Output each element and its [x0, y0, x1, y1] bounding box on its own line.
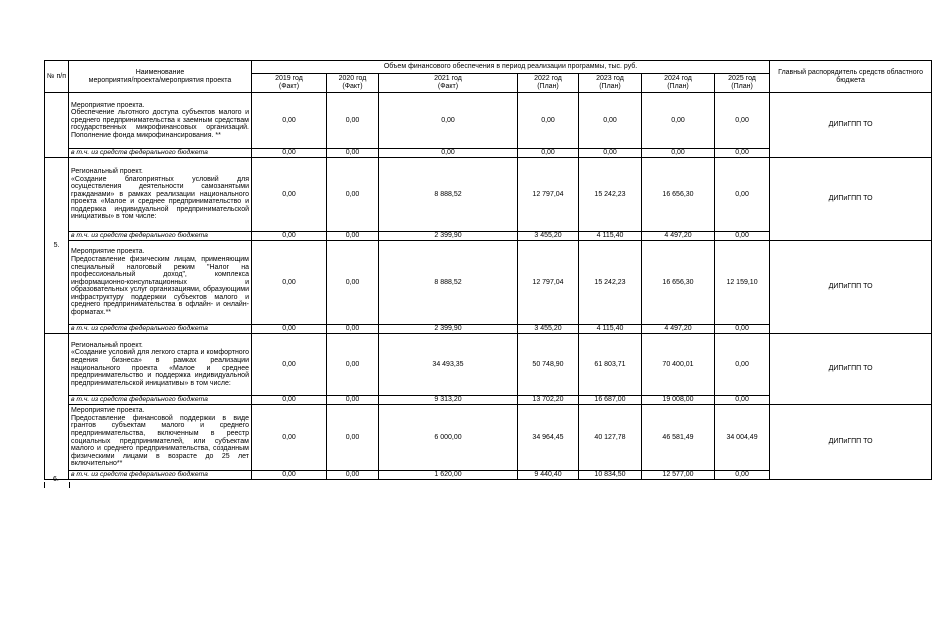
federal-value-cell: 0,00 — [379, 149, 518, 158]
value-cell: 15 242,23 — [579, 158, 642, 232]
federal-value-cell: 0,00 — [715, 396, 770, 405]
value-cell: 0,00 — [327, 405, 379, 471]
federal-value-cell: 4 497,20 — [642, 232, 715, 241]
value-cell: 8 888,52 — [379, 158, 518, 232]
value-cell: 0,00 — [252, 405, 327, 471]
federal-value-cell: 9 313,20 — [379, 396, 518, 405]
distributor-cell: ДИПиГПП ТО — [770, 334, 932, 405]
value-cell: 0,00 — [379, 93, 518, 149]
volume-column-header: Объем финансового обеспечения в период реализации программы, тыс. руб. — [252, 61, 770, 74]
federal-budget-label: в т.ч. из средств федерального бюджета — [69, 396, 252, 405]
federal-value-cell: 2 399,90 — [379, 232, 518, 241]
value-cell: 34 004,49 — [715, 405, 770, 471]
federal-value-cell: 10 834,50 — [579, 471, 642, 480]
year-label: 2019 год — [275, 75, 303, 83]
value-cell: 0,00 — [715, 334, 770, 396]
year-header — [379, 74, 518, 93]
federal-value-cell: 0,00 — [252, 325, 327, 334]
federal-value-cell: 0,00 — [252, 471, 327, 480]
federal-value-cell: 0,00 — [252, 396, 327, 405]
value-cell: 0,00 — [327, 158, 379, 232]
table-row — [45, 405, 932, 471]
year-type: (План) — [731, 83, 753, 90]
federal-value-cell: 3 455,20 — [518, 232, 579, 241]
federal-value-cell: 12 577,00 — [642, 471, 715, 480]
federal-value-cell: 0,00 — [579, 149, 642, 158]
value-cell: 0,00 — [252, 334, 327, 396]
value-cell: 12 159,10 — [715, 241, 770, 325]
federal-value-cell: 2 399,90 — [379, 325, 518, 334]
budget-table — [44, 60, 932, 480]
value-cell: 0,00 — [579, 93, 642, 149]
distributor-column-header: Главный распорядитель средств областного бюджета — [770, 61, 932, 93]
value-cell: 70 400,01 — [642, 334, 715, 396]
value-cell: 15 242,23 — [579, 241, 642, 325]
year-label: 2020 год — [338, 75, 367, 83]
distributor-cell: ДИПиГПП ТО — [770, 241, 932, 334]
federal-value-cell: 0,00 — [252, 149, 327, 158]
federal-value-cell: 0,00 — [252, 232, 327, 241]
year-header — [715, 74, 770, 93]
distributor-cell: ДИПиГПП ТО — [770, 158, 932, 241]
value-cell: 0,00 — [327, 93, 379, 149]
table-row — [45, 93, 932, 149]
year-header — [642, 74, 715, 93]
value-cell: 0,00 — [715, 158, 770, 232]
year-type: (Факт) — [437, 83, 459, 90]
value-cell: 12 797,04 — [518, 241, 579, 325]
federal-value-cell: 0,00 — [642, 149, 715, 158]
value-cell: 61 803,71 — [579, 334, 642, 396]
federal-value-cell: 16 687,00 — [579, 396, 642, 405]
measure-description: Мероприятие проекта. Предоставление физическим лицам, применяющим специальный налоговый режим "Налог на профессиональный доход", комплекса информационно-консультационных и образовательных услуг организациями, образующими инфраструктуру поддержки субъектов малого и среднего предпринимательства в офлайн- и онлайн-форматах.** — [69, 241, 252, 325]
federal-value-cell: 4 497,20 — [642, 325, 715, 334]
measure-description: Региональный проект. «Создание условий для легкого старта и комфортного ведения бизнеса» в рамках реализации национального проекта «Малое и среднее предпринимательство и поддержка индивидуальной предпринимательской инициативы» в том числе: — [69, 334, 252, 396]
year-type: (План) — [599, 83, 621, 90]
federal-budget-label: в т.ч. из средств федерального бюджета — [69, 325, 252, 334]
row-number-cell: 5. — [45, 158, 69, 334]
federal-value-cell: 0,00 — [518, 149, 579, 158]
federal-value-cell: 0,00 — [327, 471, 379, 480]
distributor-cell: ДИПиГПП ТО — [770, 93, 932, 158]
value-cell: 0,00 — [252, 241, 327, 325]
year-label: 2025 год — [728, 75, 756, 83]
measure-description: Мероприятие проекта. Предоставление финансовой поддержки в виде грантов субъектам малого и среднего предпринимательства, включенным в реестр социальных предпринимателей, или субъектам малого и среднего предпринимательства, созданным физическими лицами в возрасте до 25 лет включительно** — [69, 405, 252, 471]
value-cell: 0,00 — [327, 241, 379, 325]
name-column-header: Наименование мероприятия/проекта/мероприятия проекта — [69, 61, 252, 93]
year-label: 2022 год — [534, 75, 562, 83]
year-type: (План) — [667, 83, 689, 90]
year-type: (Факт) — [278, 83, 300, 90]
table-row — [45, 241, 932, 325]
value-cell: 46 581,49 — [642, 405, 715, 471]
federal-value-cell: 0,00 — [327, 396, 379, 405]
value-cell: 6 000,00 — [379, 405, 518, 471]
value-cell: 0,00 — [715, 93, 770, 149]
federal-value-cell: 19 008,00 — [642, 396, 715, 405]
value-cell: 0,00 — [518, 93, 579, 149]
federal-value-cell: 0,00 — [715, 325, 770, 334]
federal-value-cell: 4 115,40 — [579, 232, 642, 241]
row-number-cell — [45, 93, 69, 158]
value-cell: 8 888,52 — [379, 241, 518, 325]
federal-value-cell: 0,00 — [327, 149, 379, 158]
year-label: 2023 год — [596, 75, 624, 83]
value-cell: 40 127,78 — [579, 405, 642, 471]
year-header — [518, 74, 579, 93]
federal-value-cell: 13 702,20 — [518, 396, 579, 405]
table-row — [45, 158, 932, 232]
value-cell: 16 656,30 — [642, 158, 715, 232]
year-label: 2024 год — [664, 75, 692, 83]
federal-budget-label: в т.ч. из средств федерального бюджета — [69, 149, 252, 158]
measure-description: Региональный проект. «Создание благоприятных условий для осуществления деятельности самозанятыми гражданами» в рамках реализации национального проекта «Малое и среднее предпринимательство и поддержка индивидуальной предпринимательской инициативы» в том числе: — [69, 158, 252, 232]
federal-value-cell: 4 115,40 — [579, 325, 642, 334]
value-cell: 12 797,04 — [518, 158, 579, 232]
row-number-continuation: 6. — [44, 482, 70, 488]
year-header — [252, 74, 327, 93]
federal-value-cell: 0,00 — [715, 232, 770, 241]
federal-value-cell: 0,00 — [715, 471, 770, 480]
table-row — [45, 334, 932, 396]
year-header — [327, 74, 379, 93]
num-column-header: № п/п — [45, 61, 69, 93]
value-cell: 16 656,30 — [642, 241, 715, 325]
value-cell: 0,00 — [252, 93, 327, 149]
federal-value-cell: 0,00 — [327, 232, 379, 241]
year-label: 2021 год — [434, 75, 462, 83]
value-cell: 0,00 — [642, 93, 715, 149]
federal-budget-label: в т.ч. из средств федерального бюджета — [69, 232, 252, 241]
table-body — [45, 61, 932, 480]
row-number-cell — [45, 334, 69, 480]
value-cell: 34 964,45 — [518, 405, 579, 471]
header-row — [45, 61, 932, 74]
federal-value-cell: 9 440,40 — [518, 471, 579, 480]
federal-value-cell: 1 620,00 — [379, 471, 518, 480]
value-cell: 0,00 — [252, 158, 327, 232]
federal-value-cell: 0,00 — [327, 325, 379, 334]
federal-value-cell: 3 455,20 — [518, 325, 579, 334]
year-header — [579, 74, 642, 93]
value-cell: 50 748,90 — [518, 334, 579, 396]
year-type: (Факт) — [342, 83, 363, 90]
federal-budget-label: в т.ч. из средств федерального бюджета — [69, 471, 252, 480]
value-cell: 34 493,35 — [379, 334, 518, 396]
year-type: (План) — [537, 83, 559, 90]
federal-value-cell: 0,00 — [715, 149, 770, 158]
distributor-cell: ДИПиГПП ТО — [770, 405, 932, 480]
measure-description: Мероприятие проекта. Обеспечение льготного доступа субъектов малого и среднего предпринимательства к заемным средствам государственных микрофинансовых организаций. Пополнение фонда микрофинансирования. ** — [69, 93, 252, 149]
value-cell: 0,00 — [327, 334, 379, 396]
